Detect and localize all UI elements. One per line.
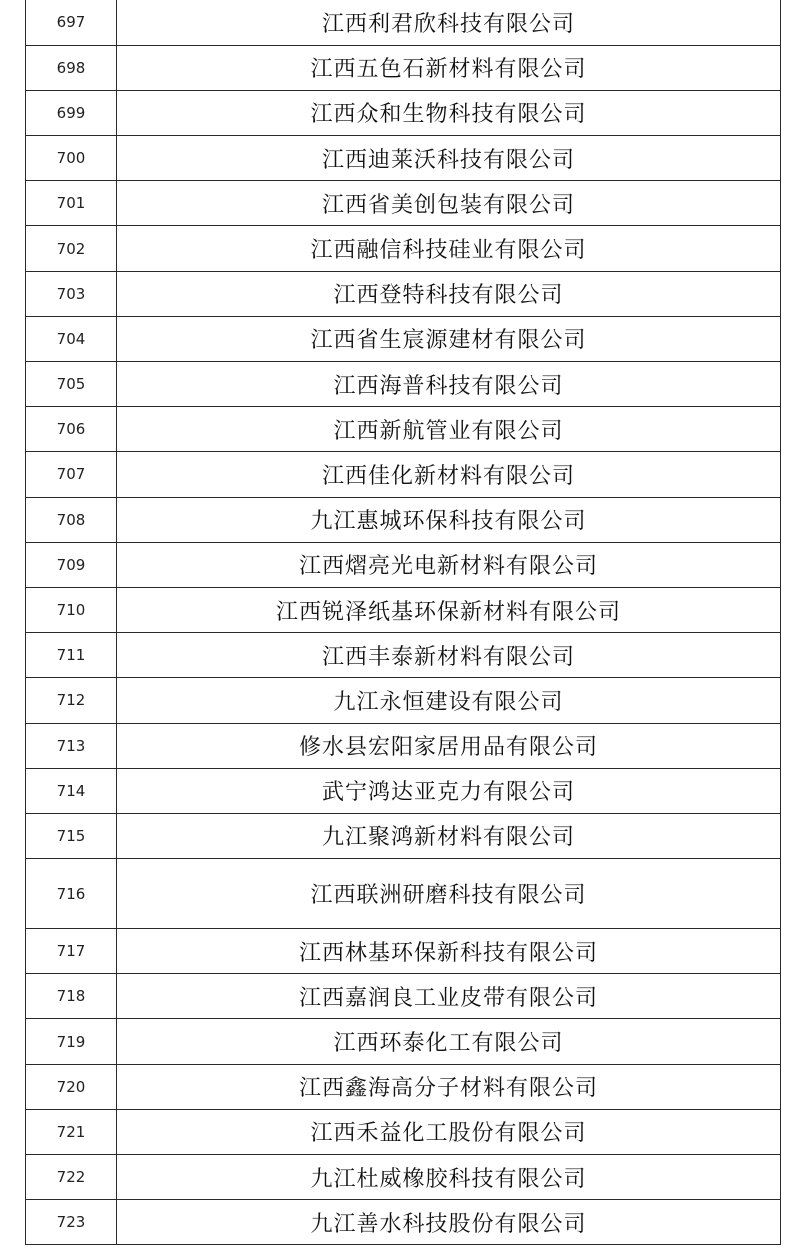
company-name-cell: 江西联洲研磨科技有限公司 — [117, 859, 781, 929]
row-number-cell: 719 — [26, 1019, 117, 1064]
company-name-cell: 江西新航管业有限公司 — [117, 407, 781, 452]
row-number-cell: 714 — [26, 768, 117, 813]
company-name-cell: 江西环泰化工有限公司 — [117, 1019, 781, 1064]
row-number-cell: 703 — [26, 271, 117, 316]
table-row — [26, 407, 781, 452]
row-number-cell: 707 — [26, 452, 117, 497]
company-name-cell: 江西海普科技有限公司 — [117, 362, 781, 407]
company-name-cell: 九江永恒建设有限公司 — [117, 678, 781, 723]
table-row — [26, 226, 781, 271]
row-number-cell: 708 — [26, 497, 117, 542]
company-name-cell: 江西五色石新材料有限公司 — [117, 45, 781, 90]
company-name-cell: 江西融信科技硅业有限公司 — [117, 226, 781, 271]
table-row — [26, 1019, 781, 1064]
row-number-cell: 718 — [26, 974, 117, 1019]
table-row — [26, 0, 781, 45]
row-number-cell: 723 — [26, 1200, 117, 1245]
table-row — [26, 723, 781, 768]
company-name-cell: 江西登特科技有限公司 — [117, 271, 781, 316]
table-row — [26, 136, 781, 181]
table-row — [26, 1200, 781, 1245]
row-number-cell: 697 — [26, 0, 117, 45]
row-number-cell: 700 — [26, 136, 117, 181]
row-number-cell: 713 — [26, 723, 117, 768]
row-number-cell: 704 — [26, 316, 117, 361]
company-name-cell: 江西林基环保新科技有限公司 — [117, 929, 781, 974]
row-number-cell: 698 — [26, 45, 117, 90]
row-number-cell: 717 — [26, 929, 117, 974]
row-number-cell: 706 — [26, 407, 117, 452]
table-row — [26, 859, 781, 929]
row-number-cell: 709 — [26, 542, 117, 587]
table-row — [26, 181, 781, 226]
table-row — [26, 678, 781, 723]
company-name-cell: 修水县宏阳家居用品有限公司 — [117, 723, 781, 768]
table-row — [26, 497, 781, 542]
table-row — [26, 362, 781, 407]
company-name-cell: 江西省生宸源建材有限公司 — [117, 316, 781, 361]
table-row — [26, 1155, 781, 1200]
company-name-cell: 九江善水科技股份有限公司 — [117, 1200, 781, 1245]
company-name-cell: 江西嘉润良工业皮带有限公司 — [117, 974, 781, 1019]
row-number-cell: 712 — [26, 678, 117, 723]
row-number-cell: 720 — [26, 1064, 117, 1109]
company-name-cell: 江西锐泽纸基环保新材料有限公司 — [117, 587, 781, 632]
company-name-cell: 江西禾益化工股份有限公司 — [117, 1109, 781, 1154]
row-number-cell: 699 — [26, 90, 117, 135]
table-row — [26, 45, 781, 90]
table-row — [26, 316, 781, 361]
company-name-cell: 江西熠亮光电新材料有限公司 — [117, 542, 781, 587]
company-name-cell: 江西众和生物科技有限公司 — [117, 90, 781, 135]
table-row — [26, 929, 781, 974]
row-number-cell: 702 — [26, 226, 117, 271]
table-body — [26, 0, 781, 1245]
table-row — [26, 633, 781, 678]
company-name-cell: 武宁鸿达亚克力有限公司 — [117, 768, 781, 813]
company-name-cell: 江西丰泰新材料有限公司 — [117, 633, 781, 678]
row-number-cell: 721 — [26, 1109, 117, 1154]
company-name-cell: 江西利君欣科技有限公司 — [117, 0, 781, 45]
table-row — [26, 90, 781, 135]
row-number-cell: 716 — [26, 859, 117, 929]
company-name-cell: 江西迪莱沃科技有限公司 — [117, 136, 781, 181]
table-row — [26, 768, 781, 813]
table-row — [26, 1064, 781, 1109]
company-name-cell: 江西佳化新材料有限公司 — [117, 452, 781, 497]
company-name-cell: 江西省美创包装有限公司 — [117, 181, 781, 226]
table-row — [26, 813, 781, 858]
table-row — [26, 542, 781, 587]
row-number-cell: 715 — [26, 813, 117, 858]
table-row — [26, 452, 781, 497]
table-row — [26, 271, 781, 316]
table-row — [26, 587, 781, 632]
company-name-cell: 九江杜威橡胶科技有限公司 — [117, 1155, 781, 1200]
company-list-table — [25, 0, 781, 1245]
row-number-cell: 705 — [26, 362, 117, 407]
table-row — [26, 1109, 781, 1154]
row-number-cell: 710 — [26, 587, 117, 632]
row-number-cell: 711 — [26, 633, 117, 678]
table-row — [26, 974, 781, 1019]
company-name-cell: 九江惠城环保科技有限公司 — [117, 497, 781, 542]
company-name-cell: 九江聚鸿新材料有限公司 — [117, 813, 781, 858]
row-number-cell: 722 — [26, 1155, 117, 1200]
company-name-cell: 江西鑫海高分子材料有限公司 — [117, 1064, 781, 1109]
row-number-cell: 701 — [26, 181, 117, 226]
